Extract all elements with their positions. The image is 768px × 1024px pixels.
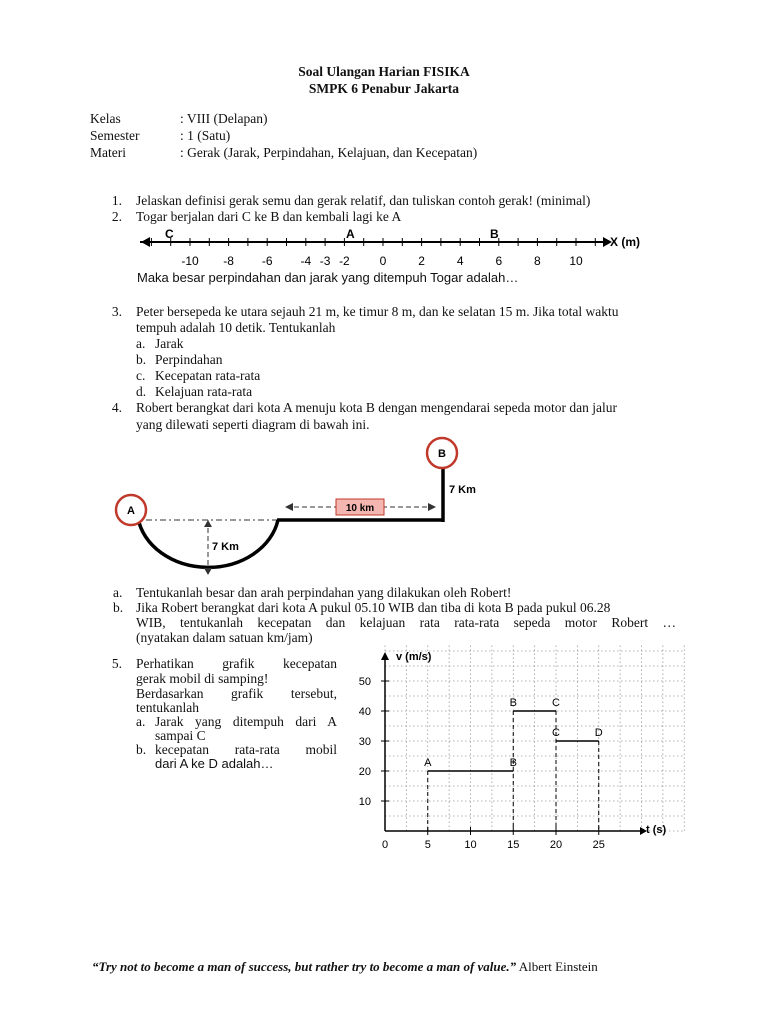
- number-line-tick-label: -6: [261, 254, 273, 268]
- number-line-tick-label: 8: [534, 254, 541, 268]
- footer-author: Albert Einstein: [516, 959, 598, 974]
- q4-b-line1: Jika Robert berangkat dari kota A pukul 05.10 WIB dan tiba di kota B pada pukul 06.28: [136, 600, 611, 615]
- chart-point-label: D: [594, 727, 603, 739]
- info-label-semester: Semester: [90, 128, 140, 143]
- q2-number: 2.: [111, 209, 122, 224]
- info-value-materi: : Gerak (Jarak, Perpindahan, Kelajuan, dan Kecepatan): [180, 145, 478, 160]
- footer-quote-line: [92, 959, 598, 975]
- number-line-tick-label: -10: [181, 254, 199, 268]
- q3-c-text: Kecepatan rata-rata: [155, 368, 261, 383]
- point-b-text: B: [438, 448, 446, 460]
- radius-arrow-head-top: [204, 520, 212, 527]
- vertical-label: 7 Km: [449, 484, 476, 496]
- radius-label: 7 Km: [212, 541, 239, 553]
- number-line-diagram: [130, 224, 690, 270]
- chart-x-tick-label: 15: [507, 839, 520, 851]
- q1-text: Jelaskan definisi gerak semu dan gerak relatif, dan tuliskan contoh gerak! (minimal): [136, 193, 591, 208]
- chart-x-tick-label: 0: [381, 839, 389, 851]
- q5-a-letter: a.: [136, 714, 146, 729]
- info-value-kelas: : VIII (Delapan): [180, 111, 268, 126]
- chart-x-tick-label: 5: [424, 839, 431, 851]
- point-a-label: A: [346, 227, 355, 241]
- velocity-time-chart: [340, 644, 685, 854]
- radius-arrow-head-bottom: [204, 568, 212, 575]
- footer-quote: “Try not to become a man of success, but rather try to become a man of value.”: [92, 959, 517, 974]
- chart-y-tick-label: 20: [358, 766, 371, 778]
- q3-number: 3.: [111, 304, 122, 319]
- q5-number: 5.: [111, 656, 122, 671]
- q4-a-text: Tentukanlah besar dan arah perpindahan yang dilakukan oleh Robert!: [136, 585, 512, 600]
- chart-y-tick-label: 10: [358, 796, 371, 808]
- q2-text: Togar berjalan dari C ke B dan kembali lagi ke A: [136, 209, 402, 224]
- point-c-label: C: [165, 227, 174, 241]
- number-line-tick-label: 0: [379, 254, 387, 268]
- chart-y-arrow: [381, 652, 389, 660]
- distance-arrow-left: [285, 503, 293, 511]
- page-title: Soal Ulangan Harian FISIKA: [298, 64, 470, 79]
- point-a-text: A: [127, 505, 135, 517]
- chart-point-label: C: [552, 697, 560, 709]
- chart-point-label: B: [509, 757, 517, 769]
- q3-d-text: Kelajuan rata-rata: [155, 384, 253, 399]
- chart-point-label: C: [552, 727, 560, 739]
- q3-a-text: Jarak: [155, 336, 184, 351]
- chart-x-tick-label: 10: [464, 839, 477, 851]
- q4-b-line3: (nyatakan dalam satuan km/jam): [136, 630, 313, 645]
- q4-a-letter: a.: [113, 585, 123, 600]
- number-line-tick-label: -2: [339, 254, 350, 268]
- point-b-label: B: [490, 227, 499, 241]
- info-label-kelas: Kelas: [90, 111, 121, 126]
- distance-label: 10 km: [345, 503, 375, 514]
- q5-line4: tentukanlah: [136, 700, 199, 715]
- info-label-materi: Materi: [90, 145, 126, 160]
- q3-line1: Peter bersepeda ke utara sejauh 21 m, ke timur 8 m, dan ke selatan 15 m. Jika total waktu: [136, 304, 619, 319]
- school-name: SMPK 6 Penabur Jakarta: [308, 81, 460, 96]
- number-line-tick-label: -8: [223, 254, 234, 268]
- q3-b-letter: b.: [136, 352, 147, 367]
- chart-point-label: A: [424, 757, 432, 769]
- q4-number: 4.: [111, 400, 122, 415]
- route-diagram: [100, 434, 520, 584]
- q5-line3: Berdasarkan grafik tersebut,: [136, 686, 337, 701]
- q3-a-letter: a.: [136, 336, 146, 351]
- axis-x-label: X (m): [610, 235, 640, 249]
- chart-x-tick-label: 25: [592, 839, 605, 851]
- q3-d-letter: d.: [136, 384, 147, 399]
- chart-y-tick-label: 40: [358, 706, 371, 718]
- q2-followup: Maka besar perpindahan dan jarak yang ditempuh Togar adalah…: [137, 270, 519, 285]
- q5-a-line2: sampai C: [155, 728, 206, 743]
- chart-x-tick-label: 20: [549, 839, 563, 851]
- number-line-tick-label: 4: [456, 254, 464, 268]
- number-line-tick-label: 10: [569, 254, 583, 268]
- chart-x-label: t (s): [646, 824, 667, 836]
- q4-line1: Robert berangkat dari kota A menuju kota B dengan mengendarai sepeda motor dan jalur: [136, 400, 617, 415]
- chart-y-tick-label: 50: [358, 676, 371, 688]
- q3-b-text: Perpindahan: [155, 352, 223, 367]
- chart-y-label: v (m/s): [396, 651, 432, 663]
- q3-line2: tempuh adalah 10 detik. Tentukanlah: [136, 320, 336, 335]
- number-line-tick-label: 2: [418, 254, 425, 268]
- q5-b-letter: b.: [136, 742, 147, 757]
- number-line-tick-label: 6: [495, 254, 503, 268]
- q5-line1: Perhatikan grafik kecepatan: [136, 656, 337, 671]
- chart-y-tick-label: 30: [358, 736, 371, 748]
- number-line-back-arrow: [141, 237, 150, 247]
- q4-line2: yang dilewati seperti diagram di bawah ini.: [136, 417, 370, 432]
- q5-b-line2: dari A ke D adalah…: [155, 756, 274, 771]
- number-line-tick-label: -3: [319, 254, 331, 268]
- chart-point-label: B: [509, 697, 517, 709]
- q4-b-line2: WIB, tentukanlah kecepatan dan kelajuan rata rata-rata sepeda motor Robert …: [136, 615, 676, 630]
- number-line-tick-label: -4: [300, 254, 312, 268]
- q4-b-letter: b.: [113, 600, 124, 615]
- q1-number: 1.: [111, 193, 122, 208]
- info-value-semester: : 1 (Satu): [180, 128, 231, 143]
- distance-arrow-right: [428, 503, 436, 511]
- q5-b-line1: kecepatan rata-rata mobil: [155, 742, 337, 757]
- q5-a-line1: Jarak yang ditempuh dari A: [155, 714, 337, 729]
- q3-c-letter: c.: [136, 368, 146, 383]
- q5-line2: gerak mobil di samping!: [136, 671, 269, 686]
